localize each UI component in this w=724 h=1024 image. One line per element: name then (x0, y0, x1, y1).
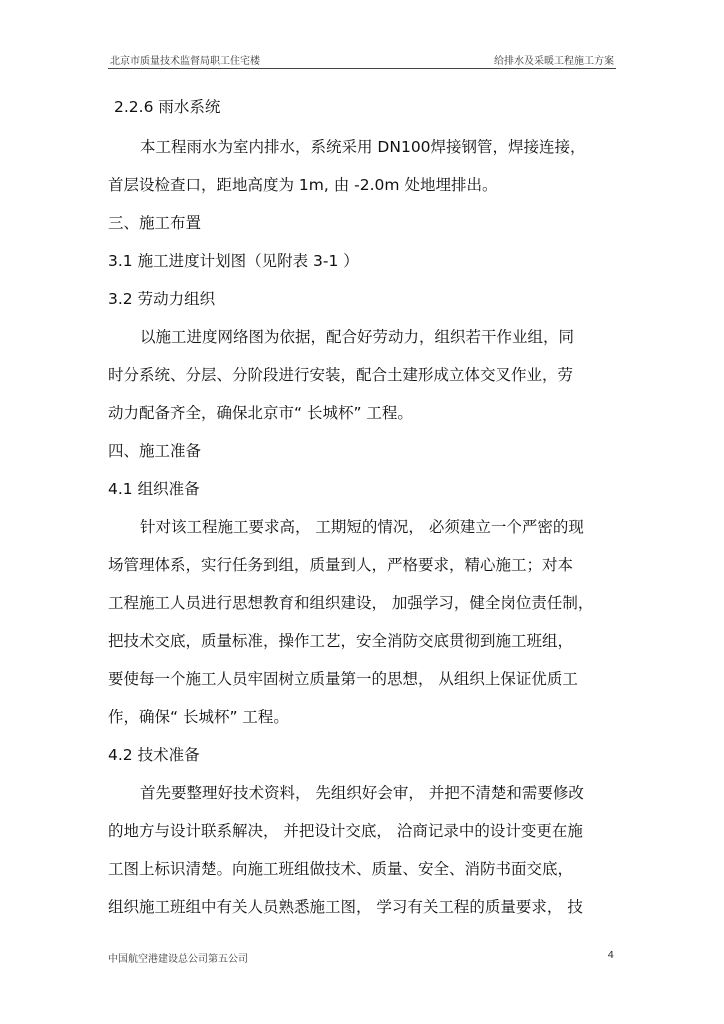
paragraph-line: 针对该工程施工要求高， 工期短的情况， 必须建立一个严密的现 (140, 518, 584, 536)
paragraph-line: 作，确保“ 长城杯” 工程。 (108, 708, 289, 726)
paragraph-line: 本工程雨水为室内排水，系统采用 DN100焊接钢管，焊接连接， (140, 138, 586, 156)
paragraph-line: 动力配备齐全，确保北京市“ 长城杯” 工程。 (108, 404, 413, 422)
section-heading: 4.2 技术准备 (108, 746, 200, 764)
paragraph-line: 首先要整理好技术资料， 先组织好会审， 并把不清楚和需要修改 (140, 784, 584, 802)
section-heading: 3.1 施工进度计划图（见附表 3-1 ） (108, 252, 359, 270)
paragraph-line: 的地方与设计联系解决， 并把设计交底， 洽商记录中的设计变更在施 (108, 822, 583, 840)
paragraph-line: 要使每一个施工人员牢固树立质量第一的思想， 从组织上保证优质工 (108, 670, 578, 688)
paragraph-line: 工图上标识清楚。向施工班组做技术、质量、安全、消防书面交底， (108, 860, 574, 878)
page-number: 4 (607, 950, 614, 961)
paragraph-line: 场管理体系，实行任务到组，质量到人，严格要求，精心施工；对本 (108, 556, 574, 574)
section-heading: 2.2.6 雨水系统 (114, 98, 221, 116)
paragraph-line: 以施工进度网络图为依据，配合好劳动力，组织若干作业组，同 (140, 328, 575, 346)
paragraph-line: 首层设检查口，距地高度为 1m, 由 -2.0m 处地埋排出。 (108, 176, 498, 194)
paragraph-line: 工程施工人员进行思想教育和组织建设， 加强学习，健全岗位责任制， (108, 594, 594, 612)
section-heading: 4.1 组织准备 (108, 480, 200, 498)
paragraph-line: 时分系统、分层、分阶段进行安装，配合土建形成立体交叉作业，劳 (108, 366, 574, 384)
header-right: 给排水及采暖工程施工方案 (494, 56, 614, 67)
section-heading: 三、施工布置 (108, 214, 202, 232)
footer-company: 中国航空港建设总公司第五公司 (108, 954, 248, 965)
page-header (108, 52, 616, 69)
paragraph-line: 组织施工班组中有关人员熟悉施工图， 学习有关工程的质量要求， 技 (108, 898, 583, 916)
header-left: 北京市质量技术监督局职工住宅楼 (110, 56, 260, 67)
paragraph-line: 把技术交底，质量标准，操作工艺，安全消防交底贯彻到施工班组， (108, 632, 574, 650)
section-heading: 3.2 劳动力组织 (108, 290, 216, 308)
section-heading: 四、施工准备 (108, 442, 202, 460)
